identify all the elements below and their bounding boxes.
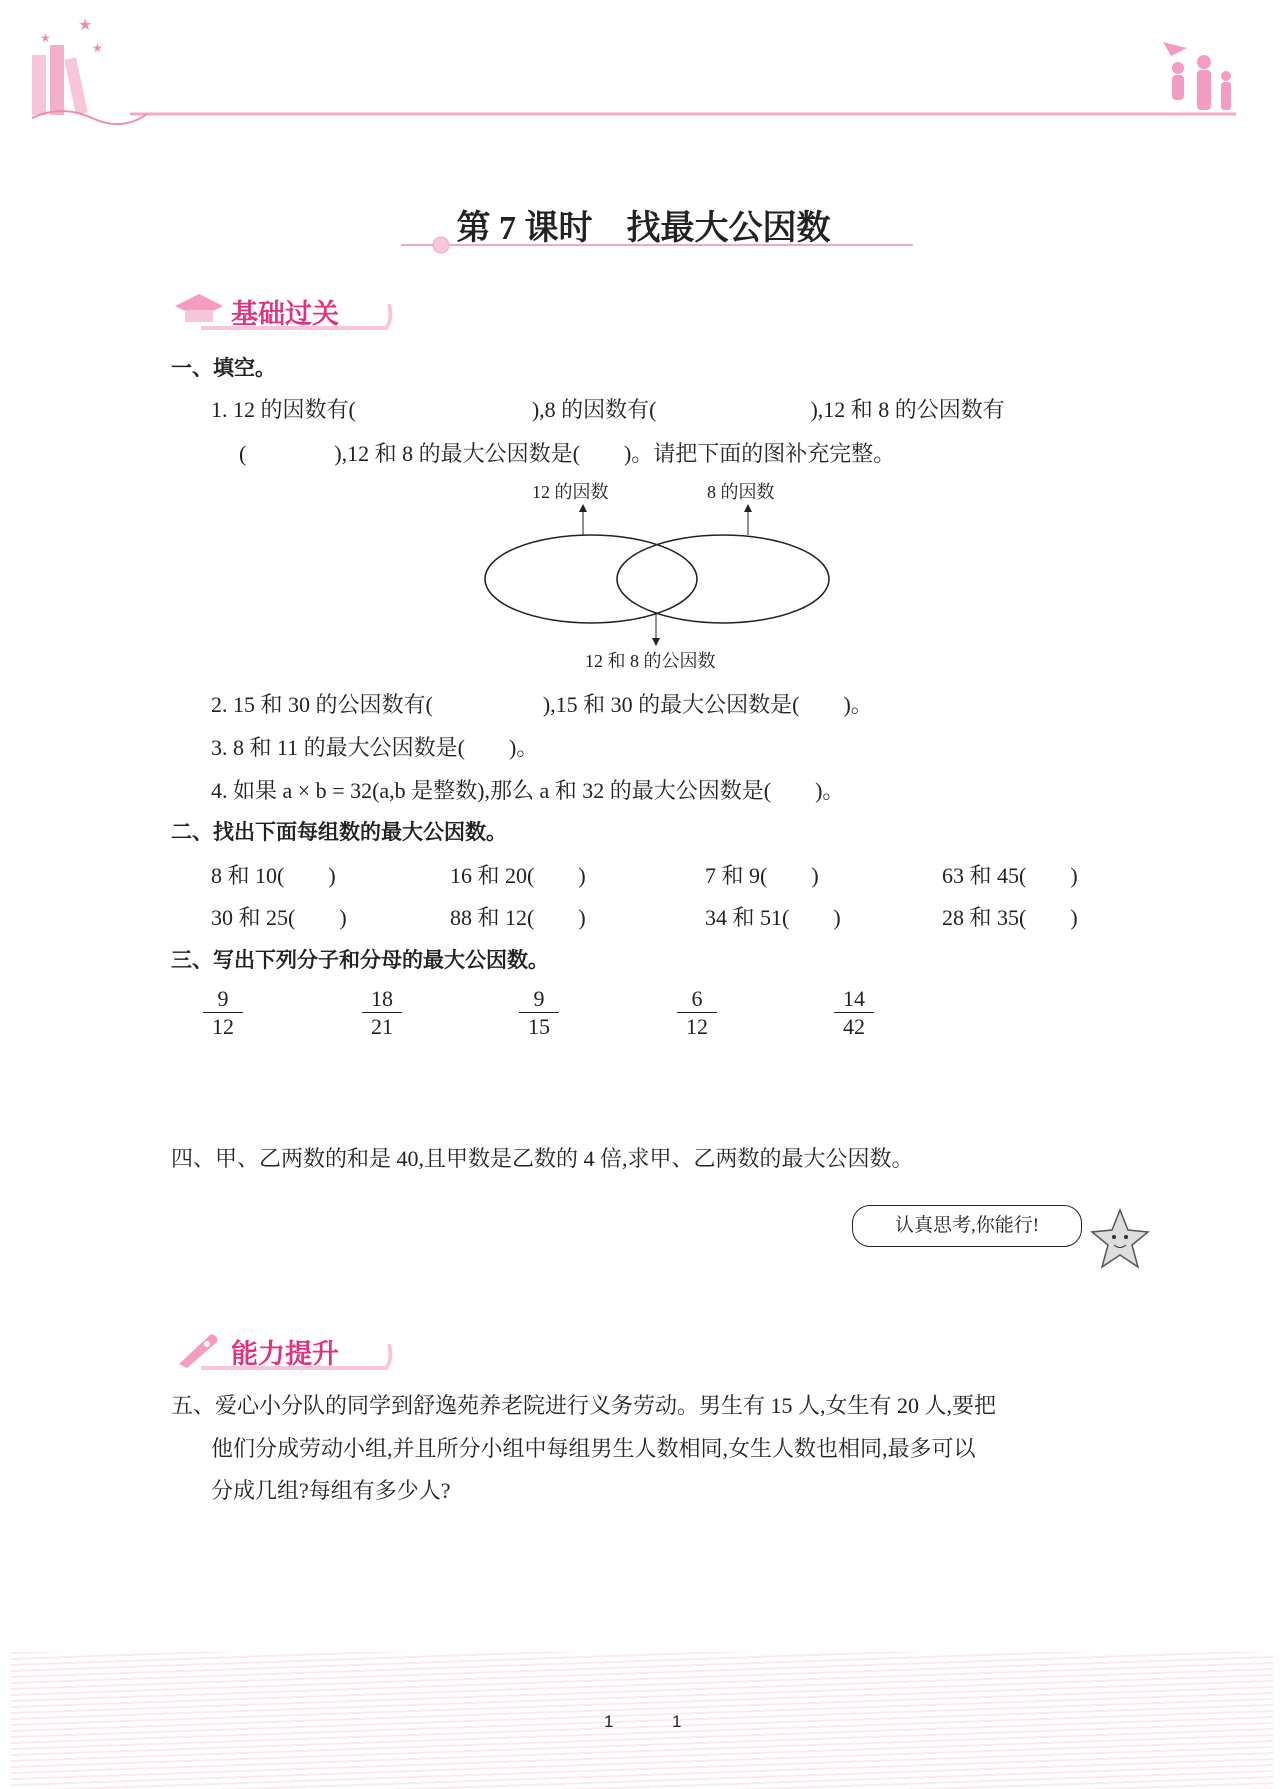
section-badge-advanced [171,1330,393,1370]
q2-item: 30 和 25( ) [211,905,347,930]
footer-stripes [11,1652,1273,1789]
q2-item: 8 和 10( ) [211,863,336,888]
title-underline [401,236,913,256]
children-silhouette-icon [1163,42,1231,110]
venn-diagram [470,500,850,650]
section-title: 能力提升 [231,1339,339,1370]
fraction: $\frac{6}{12}$ [677,985,717,1040]
q5-line: 分成几组?每组有多少人? [211,1478,451,1503]
star-mascot-icon [1090,1205,1150,1275]
q1-line1: 1. 12 的因数有( ),8 的因数有( ),12 和 8 的公因数有 [211,397,1005,422]
q5-line: 他们分成劳动小组,并且所分小组中每组男生人数相同,女生人数也相同,最多可以 [211,1436,976,1461]
q3-heading: 三、写出下列分子和分母的最大公因数。 [171,948,549,972]
q2-item: 63 和 45( ) [942,863,1078,888]
fraction: $\frac{14}{42}$ [834,985,874,1040]
page-number-digit: 1 [604,1712,614,1731]
q5-line: 五、爱心小分队的同学到舒逸苑养老院进行义务劳动。男生有 15 人,女生有 20 人,要把 [171,1393,997,1418]
encouragement-bubble: 认真思考,你能行! [852,1205,1082,1247]
q1-line2: ( ),12 和 8 的最大公因数是( )。请把下面的图补充完整。 [239,441,896,466]
q2-item: 88 和 12( ) [450,905,586,930]
header-decoration [0,0,1287,140]
venn-left-label: 12 的因数 [532,482,609,502]
venn-right-label: 8 的因数 [707,482,775,502]
q1-line4: 3. 8 和 11 的最大公因数是( )。 [211,735,539,760]
page-number-digit: 1 [672,1712,682,1731]
q1-heading: 一、填空。 [171,356,276,380]
section-badge-basic [171,290,393,330]
q2-item: 34 和 51( ) [705,905,841,930]
section-title: 基础过关 [231,299,339,330]
q1-line3: 2. 15 和 30 的公因数有( ),15 和 30 的最大公因数是( )。 [211,692,873,717]
q4-text: 四、甲、乙两数的和是 40,且甲数是乙数的 4 倍,求甲、乙两数的最大公因数。 [171,1146,914,1171]
venn-left-ellipse [485,535,697,623]
venn-right-ellipse [617,535,829,623]
svg-text:★: ★ [92,41,103,55]
svg-text:★: ★ [78,17,93,34]
q2-heading: 二、找出下面每组数的最大公因数。 [171,820,507,844]
q2-item: 7 和 9( ) [705,863,819,888]
page-title: 第 7 课时 找最大公因数 [456,210,831,247]
fraction: $\frac{9}{12}$ [203,985,243,1040]
fraction: $\frac{18}{21}$ [362,985,402,1040]
q2-item: 16 和 20( ) [450,863,586,888]
fraction: $\frac{9}{15}$ [519,985,559,1040]
svg-text:★: ★ [40,31,51,45]
q1-line5: 4. 如果 a × b = 32(a,b 是整数),那么 a 和 32 的最大公因数是( )。 [211,778,845,803]
venn-common-label: 12 和 8 的公因数 [585,651,716,671]
q2-item: 28 和 35( ) [942,905,1078,930]
